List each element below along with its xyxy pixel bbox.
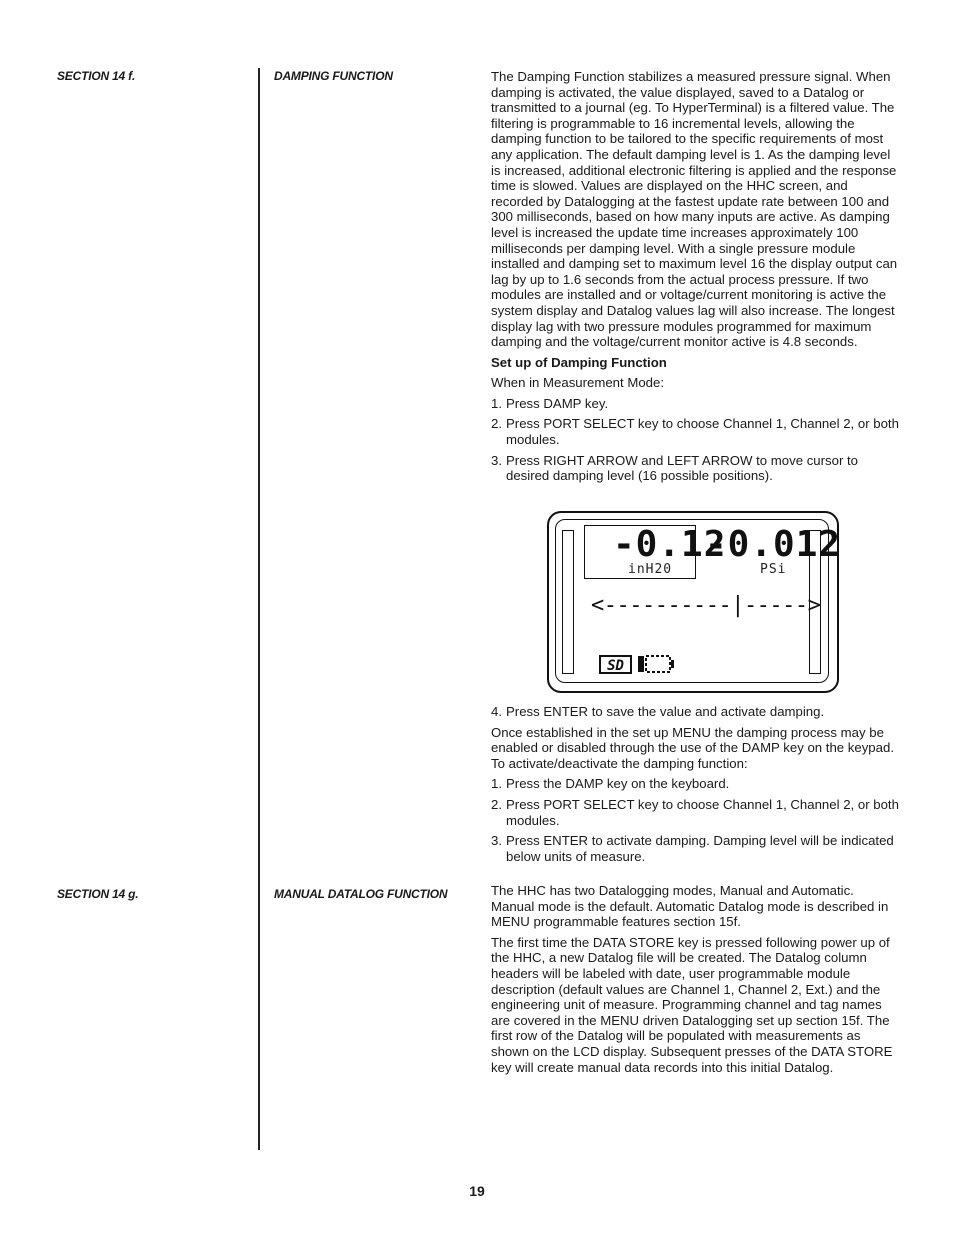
left-bargraph: [562, 530, 574, 674]
sd-card-indicator: SD: [599, 655, 632, 674]
damping-level-cursor: <----------|----->: [591, 593, 821, 618]
datalog-para-2: The first time the DATA STORE key is pressed following power up of the HHC, a new Datalog file will be created. The Datalog column headers will be labeled with date, user programmable module description (default values are Channel 1, Channel 2, Ext.) and the engineering unit of measure. Programming channel and tag names are covered in the MENU driven Datalogging set up section 15f. The first row of the Datalog will be populated with measurements as shown on the LCD display. Subsequent presses of the DATA STORE key will create manual data records into this initial Datalog.: [491, 934, 893, 1075]
list-item: 3. Press ENTER to activate damping. Damping level will be indicated below units of measure.: [491, 833, 894, 864]
channel2-reading: -0.012: [705, 524, 842, 565]
channel1-reading: -0.12: [613, 524, 727, 565]
channel2-unit: PSi: [760, 562, 787, 577]
once-established-text: Once established in the set up MENU the damping process may be enabled or disabled through the use of the DAMP key on the keypad. To activate/deactivate the damping function:: [491, 724, 894, 771]
setup-step-4: [491, 704, 899, 720]
damping-intro: The Damping Function stabilizes a measured pressure signal. When damping is activated, the value displayed, saved to a Datalog or transmitted to a journal (eg. To HyperTerminal) is a filtered value. The filtering is programmable to 16 incremental levels, allowing the damping function to be tailored to the specific requirements of most any application. The default damping level is 1. As the damping level is increased, additional electronic filtering is applied and the response time is slowed. Values are displayed on the HHC screen, and recorded by Datalogging at the fastest update rate between 100 and 300 milliseconds, based on how many inputs are active. As damping level is increased the update time increases approximately 100 milliseconds per damping level. With a single pressure module installed and damping set to maximum level 16 the display output can lag by up to 1.6 seconds from the actual process pressure. If two modules are installed and or voltage/current monitoring is active the system display and Datalog values lag will also increase. The longest display lag with two pressure modules programmed for maximum damping and the voltage/current monitor active is 4.8 seconds.: [491, 69, 898, 350]
list-item: 4. Press ENTER to save the value and activate damping.: [491, 704, 825, 719]
activate-steps: [491, 776, 899, 864]
section-14g-label: SECTION 14 g.: [57, 887, 139, 901]
manual-datalog-title: MANUAL DATALOG FUNCTION: [274, 887, 448, 901]
page-number: 19: [469, 1183, 485, 1199]
lcd-display-figure: [547, 511, 842, 693]
manual-datalog-content: [491, 883, 899, 1080]
damping-content: [491, 69, 899, 489]
damping-content-continued: [491, 704, 899, 869]
battery-icon: [637, 654, 675, 674]
section-14f-label: SECTION 14 f.: [57, 69, 136, 83]
datalog-para-1: The HHC has two Datalogging modes, Manual and Automatic. Manual mode is the default. Automatic Datalog mode is described in MENU programmable features section 15f.: [491, 883, 889, 930]
setup-heading: Set up of Damping Function: [491, 354, 667, 370]
list-item: 2. Press PORT SELECT key to choose Channel 1, Channel 2, or both modules.: [491, 796, 899, 828]
list-item: 3. Press RIGHT ARROW and LEFT ARROW to move cursor to desired damping level (16 possible positions).: [491, 452, 858, 484]
list-item: 1. Press DAMP key.: [491, 395, 609, 411]
list-item: 1. Press the DAMP key on the keyboard.: [491, 776, 730, 792]
list-item: 2. Press PORT SELECT key to choose Channel 1, Channel 2, or both modules.: [491, 416, 899, 448]
damping-function-title: DAMPING FUNCTION: [274, 69, 393, 83]
setup-steps: [491, 396, 899, 484]
channel1-unit: inH20: [628, 562, 673, 577]
setup-intro: When in Measurement Mode:: [491, 375, 664, 391]
vertical-divider: [258, 68, 260, 1150]
